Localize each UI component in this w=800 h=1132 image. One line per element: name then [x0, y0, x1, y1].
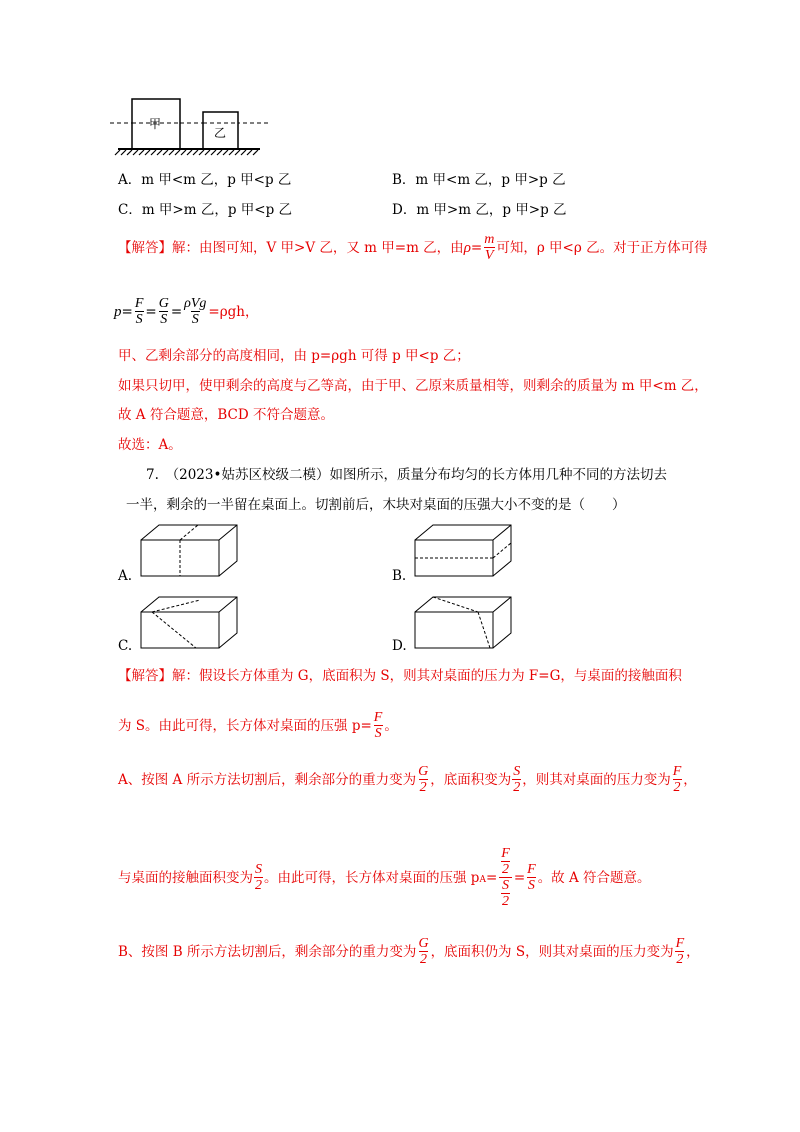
hatch-mark: [163, 150, 168, 155]
q7-figure-d-label: D.: [392, 638, 407, 654]
q7-figure-d: [412, 596, 522, 654]
q7-answer-b-line1: B、按图 B 所示方法切割后，剩余部分的重力变为 $\frac{G}{2}$ ，底面积仍为 S，则其对桌面的压力变为 $\frac{F}{2}$ ，: [118, 936, 700, 967]
q6-answer-line5: 故 A 符合题意，BCD 不符合题意。: [118, 407, 334, 423]
q6-option-d: D．m 甲>m 乙，p 甲>p 乙: [392, 202, 567, 218]
answer-tag: 【解答】: [118, 668, 172, 684]
q7-figure-b-label: B.: [392, 568, 407, 584]
q6-answer-line4: 如果只切甲，使甲剩余的高度与乙等高，由于甲、乙原来质量相等，则剩余的质量为 m 甲<m 乙，: [118, 378, 708, 394]
q7-answer-line2: 为 S。由此可得，长方体对桌面的压强 p= $\frac{F}{S}$ 。: [118, 710, 398, 741]
answer-tag: 【解答】: [118, 239, 172, 256]
q7-answer-line1: 【解答】解：假设长方体重为 G，底面积为 S，则其对桌面的压力为 F=G，与桌面的接触面积: [118, 668, 682, 684]
q7-figure-a: [138, 524, 248, 582]
hatch-mark: [187, 150, 192, 155]
hatch-mark: [127, 150, 132, 155]
compound-fraction: $\frac{\frac{F}{2}}{\frac{S}{2}}$: [498, 846, 513, 909]
density-fraction: $\frac{m}{V}$: [484, 232, 495, 263]
q6-answer-line1: 【解答】 解：由图可知，V 甲>V 乙，又 m 甲=m 乙，由 ρ = $\frac{m}{V}$ 可知，ρ 甲<ρ 乙。对于正方体可得: [118, 232, 708, 263]
q7-stem-line1: 7. （2023•姑苏区校级二模）如图所示，质量分布均匀的长方体用几种不同的方法切去: [146, 467, 667, 483]
hatch-mark: [211, 150, 216, 155]
hatch-mark: [157, 150, 162, 155]
hatch-mark: [217, 150, 222, 155]
label-yi: 乙: [214, 126, 227, 140]
q7-stem-line2: 一半，剩余的一半留在桌面上。切割前后，木块对桌面的压强大小不变的是（ ）: [126, 497, 626, 513]
q6-option-c: C．m 甲>m 乙，p 甲<p 乙: [118, 202, 293, 218]
q7-figure-a-label: A.: [118, 568, 133, 584]
q6-answer-formula: p = $\frac{F}{S}$ = $\frac{G}{S}$ = $\frac{\text{ρVg}}{S}$ =ρgh，: [114, 296, 259, 327]
hatch-mark: [175, 150, 180, 155]
hatch-mark: [121, 150, 126, 155]
hatch-mark: [115, 150, 120, 155]
q6-option-b: B．m 甲<m 乙，p 甲>p 乙: [392, 172, 566, 188]
hatch-mark: [133, 150, 138, 155]
hatch-mark: [181, 150, 186, 155]
hatch-mark: [145, 150, 150, 155]
hatch-mark: [247, 150, 252, 155]
hatch-mark: [193, 150, 198, 155]
hatch-mark: [199, 150, 204, 155]
hatch-mark: [169, 150, 174, 155]
q7-answer-a-line2: 与桌面的接触面积变为 $\frac{S}{2}$ 。由此可得，长方体对桌面的压强 p A = $\frac{\frac{F}{2}}{\frac{S}{2}}$ = $\frac{F}{S}$ 。故 A 符合题意。: [118, 846, 651, 909]
hatch-mark: [253, 150, 258, 155]
hatch-mark: [205, 150, 210, 155]
q7-figure-b: [412, 524, 522, 582]
hatch-mark: [139, 150, 144, 155]
hatch-mark: [241, 150, 246, 155]
table-hatching: [115, 150, 258, 155]
q7-figure-c-label: C.: [118, 638, 133, 654]
hatch-mark: [223, 150, 228, 155]
q6-option-a: A．m 甲<m 乙，p 甲<p 乙: [118, 172, 292, 188]
top-figure: [110, 95, 280, 157]
label-jia: 甲: [149, 117, 162, 131]
hatch-mark: [229, 150, 234, 155]
q6-answer-line6: 故选：A。: [118, 437, 182, 453]
hatch-mark: [151, 150, 156, 155]
hatch-mark: [235, 150, 240, 155]
q6-answer-line3: 甲、乙剩余部分的高度相同，由 p=ρgh 可得 p 甲<p 乙；: [118, 348, 470, 364]
q7-figure-c: [138, 596, 248, 654]
q7-answer-a-line1: A、按图 A 所示方法切割后，剩余部分的重力变为 $\frac{G}{2}$ ，底面积变为 $\frac{S}{2}$ ，则其对桌面的压力变为 $\frac{F}{2}$ ，: [118, 764, 697, 795]
